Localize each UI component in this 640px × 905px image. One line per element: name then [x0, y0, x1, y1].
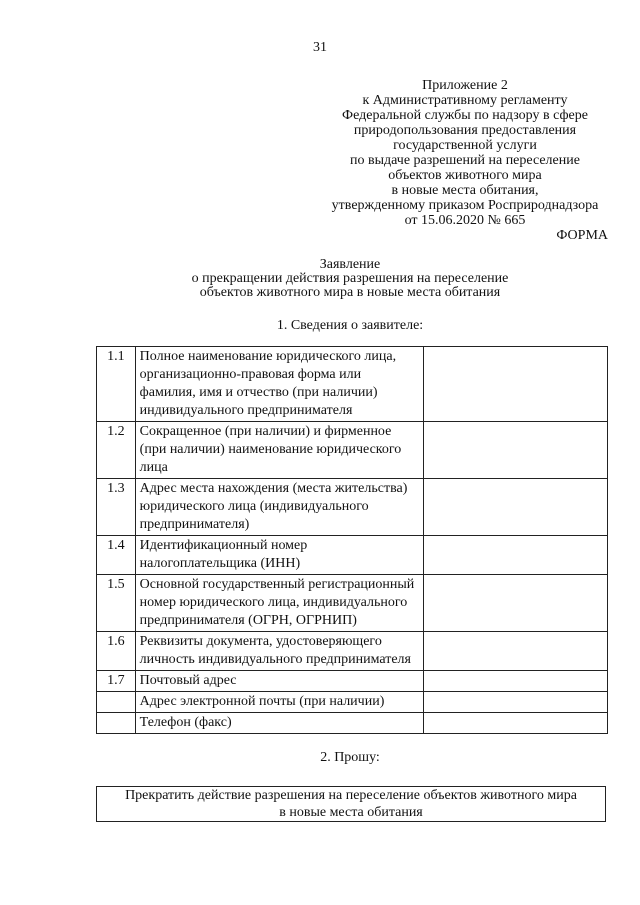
section2-heading: 2. Прошу:	[320, 750, 380, 765]
row-value-field[interactable]	[423, 671, 607, 692]
row-label: Адрес места нахождения (места жительства) юридического лица (индивидуального предпринимателя)	[135, 479, 423, 536]
table-row	[97, 632, 608, 671]
row-number	[97, 692, 136, 713]
row-number	[97, 713, 136, 734]
form-label: ФОРМА	[556, 228, 608, 243]
row-value-field[interactable]	[423, 422, 607, 479]
row-number: 1.3	[97, 479, 136, 536]
table-row	[97, 347, 608, 422]
appendix-line: Приложение 2	[422, 78, 508, 93]
appendix-line: по выдаче разрешений на переселение	[350, 153, 580, 168]
row-value-field[interactable]	[423, 479, 607, 536]
table-row	[97, 575, 608, 632]
row-label: Идентификационный номер налогоплательщика (ИНН)	[135, 536, 423, 575]
row-value-field[interactable]	[423, 713, 607, 734]
table-row	[97, 692, 608, 713]
title-line: объектов животного мира в новые места обитания	[199, 285, 501, 300]
appendix-line: Федеральной службы по надзору в сфере	[342, 108, 588, 123]
appendix-line: к Административному регламенту	[362, 93, 568, 108]
table-row	[97, 536, 608, 575]
request-text-line: в новые места обитания	[279, 805, 423, 820]
document-title	[0, 258, 640, 300]
row-label: Реквизиты документа, удостоверяющего личность индивидуального предпринимателя	[135, 632, 423, 671]
applicant-info-table	[96, 346, 608, 734]
section1-heading: 1. Сведения о заявителе:	[276, 318, 424, 333]
row-label: Почтовый адрес	[135, 671, 423, 692]
table-row	[97, 422, 608, 479]
row-value-field[interactable]	[423, 692, 607, 713]
page-number: 31	[313, 40, 327, 55]
row-number: 1.4	[97, 536, 136, 575]
row-label: Сокращенное (при наличии) и фирменное (при наличии) наименование юридического лица	[135, 422, 423, 479]
appendix-line: государственной услуги	[393, 138, 537, 153]
appendix-line: объектов животного мира	[388, 168, 542, 183]
row-label: Полное наименование юридического лица, организационно-правовая форма или фамилия, имя и отчество (при наличии) индивидуального предпринимателя	[135, 347, 423, 422]
request-text-line: Прекратить действие разрешения на переселение объектов животного мира	[125, 788, 577, 803]
appendix-line: утвержденному приказом Росприроднадзора	[331, 198, 599, 213]
table-row	[97, 479, 608, 536]
row-label: Телефон (факс)	[135, 713, 423, 734]
table-row	[97, 713, 608, 734]
row-label: Адрес электронной почты (при наличии)	[135, 692, 423, 713]
appendix-line: в новые места обитания,	[391, 183, 539, 198]
appendix-header	[300, 78, 630, 228]
row-number: 1.5	[97, 575, 136, 632]
row-value-field[interactable]	[423, 347, 607, 422]
row-number: 1.1	[97, 347, 136, 422]
request-box	[96, 786, 606, 822]
appendix-line: природопользования предоставления	[353, 123, 577, 138]
row-number: 1.7	[97, 671, 136, 692]
row-number: 1.2	[97, 422, 136, 479]
appendix-line: от 15.06.2020 № 665	[404, 213, 526, 228]
row-label: Основной государственный регистрационный номер юридического лица, индивидуального предпринимателя (ОГРН, ОГРНИП)	[135, 575, 423, 632]
title-line: Заявление	[319, 257, 381, 272]
row-value-field[interactable]	[423, 632, 607, 671]
title-line: о прекращении действия разрешения на переселение	[191, 271, 509, 286]
row-value-field[interactable]	[423, 575, 607, 632]
row-number: 1.6	[97, 632, 136, 671]
table-row	[97, 671, 608, 692]
row-value-field[interactable]	[423, 536, 607, 575]
